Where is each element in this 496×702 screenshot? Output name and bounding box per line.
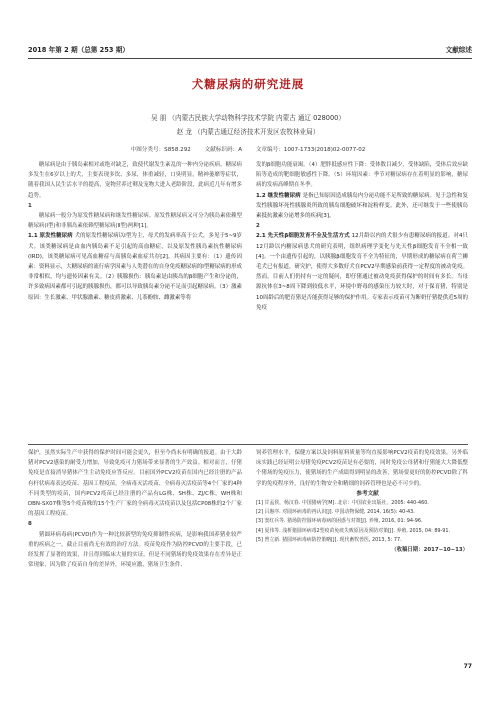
article-number: 文章编号：1007-1733(2018)02-0077-02 xyxy=(255,147,366,153)
references-heading: 参考文献 xyxy=(356,490,379,497)
header-rule xyxy=(28,58,472,59)
body-paragraph: 猪圆环病毒病(PCVD)作为一种比较新型的免疫抑制性疾病，是影响我国养猪业较严重的疾病之一，截止目前尚无有效的治疗方法。疫苗免疫作为防控PCVD的主要手段，已经发挥了显著的效果，并且得到临床大量的实证。但是不同猪场的免疫效果存在差异是正常现象，因为除了疫苗自身的差异外，环境应激、猪场卫生条件、 xyxy=(28,531,242,569)
reference-item: [5] 曾立新. 猪圆环病毒病防控策略[J]. 现代畜牧兽医, 2013, 5: 77. xyxy=(256,536,402,543)
section-heading: 1 xyxy=(28,202,32,209)
author-line-1: 吴 朋 （内蒙古民族大学动物科学技术学院 内蒙古 通辽 028000） xyxy=(151,114,345,122)
subsection-text: 12月龄以内的犬很少有患糖尿病的报道。对4只12月龄以内糖尿病患犬的研究表明，组织病理学变化与先天性β细胞发育不全相一致[4]。一个由遗传引起的，以胰腺β细胞发育不全为特征的，早期形成的糖尿病在荷兰狮毛犬已有报道，研究护，使得大多数好犬在PCV2早期感染前获得一定程度的被动免疫。然而，目前人们仍持有一定的疑问，即仔猪通过被动免疫获得保护的时间有多长。当母源抗体在3~8周下降到较低水平，环境中野毒的感染压力较大时，对于保育猪，特别是10周龄后的肥育猪是否能获得足够的保护作用。专家表示疫苗可为断奶仔猪提供近5周的免疫 xyxy=(256,233,468,311)
subsection-heading: 2.1 先天性β细胞发育不全及生活方式 xyxy=(256,233,352,240)
left-column-bottom xyxy=(28,448,242,658)
body-paragraph: 糖尿病是由于胰岛素相对或绝对缺乏，致使代谢发生紊乱的一种内分泌疾病。糖尿病多发生在6岁以上的犬，主要表现多饮、多尿，体重减轻，口臭明显，精神萎靡等症状，随着我国人民生活水平的提高，宠物营养过剩及宠物大进入老龄阶段，此病近几年有增多趋势。 xyxy=(28,162,242,199)
body-paragraph: 糖尿病一般分为原发性糖尿病和继发性糖尿病。原发性糖尿病又可分为胰岛素依赖型糖尿病(Ⅰ型)和非胰岛素依赖型糖尿病(Ⅱ型)两种[1]。 xyxy=(28,213,242,230)
page-number: 77 xyxy=(463,663,472,670)
section-divider xyxy=(28,444,468,445)
right-column-top xyxy=(256,160,468,440)
article-meta xyxy=(0,145,496,153)
body-paragraph: 保护，虽然实际生产中获得的保护时间可能会更久，但至今尚未有明确的报道。由于大龄猪对PCV2感染的耐受力增加，导致免疫可力猪场带来显著的生产效益。相对而言，仔猪免疫是直接消导猪体产生主动免疫应答反应。目前国外PCV2疫苗在国内已经注册的产品有杆状病毒表达疫苗、基因工程疫苗。全病毒灭活疫苗、全病毒灭活疫苗等4个厂家的4种不同类型的疫苗，国内PCV2疫苗已经注册的产品有LG株、SH株、ZJ/C株，WH株和DBN-SX07株等5个疫苗株的15个生产厂家的全病毒灭活疫苗以及包括CP08株的2个厂家的基因工程疫苗。 xyxy=(28,450,242,518)
clc-number: 中图分类号：S858.292 xyxy=(130,147,191,153)
subsection-heading: 1.1 原发性糖尿病 xyxy=(28,233,75,240)
author-line-2: 赵 龙 （内蒙古通辽经济技术开发区农牧林业局） xyxy=(176,128,320,136)
subsection-paragraph xyxy=(256,191,468,222)
body-paragraph: 发的β细胞功能衰竭。（4）肥胖抵感应性下降：受体数目减少，受体缺陷，受体后效应缺陷等造成的靶细胞敏感性下降。（5）环境因素：季节对糖尿病存在着明显的影响，糖尿病的发病高峰期在冬季。 xyxy=(256,162,468,189)
reference-item: [4] 夏伟等. 浅析猪圆环病毒2型疫苗免疫失败原因及预防对策[J]. 养殖, 2015, 04: 89-91. xyxy=(256,527,451,534)
reference-item: [3] 窦红兵等. 猪场防控圆环病毒病的困惑与对策[J]. 养殖, 2016, 01: 94-96. xyxy=(256,518,423,525)
document-code: 文献标识码：A xyxy=(204,147,243,153)
section-heading: 8 xyxy=(28,521,32,528)
subsection-heading: 1.2 继发性糖尿病 xyxy=(256,192,303,199)
subsection-paragraph xyxy=(28,231,242,302)
reference-item: [1] 甘孟侯，杨汉春. 中国猪病学[M]. 北京：中国农业出版社，2005: 440-460. xyxy=(256,500,429,507)
received-date: （收稿日期：2017−10−13） xyxy=(391,547,468,554)
issue-info: 2018 年第 2 期（总第 253 期） xyxy=(28,46,129,54)
right-column-bottom xyxy=(256,448,468,658)
section-heading: 2 xyxy=(256,223,260,230)
article-title: 犬糖尿病的研究进展 xyxy=(191,77,305,91)
journal-header xyxy=(28,42,472,56)
left-column-top xyxy=(28,160,242,440)
body-paragraph: 饲养管理水平，保健方案以及饲料原料质量等均直接影响PCV2疫苗的免疫效果。另外临床实践已经证明公母猪免疫PCV2疫苗是有必要的，同时免疫公母猪和仔猪能大大降低整个猪场的免疫压力，使猪场的生产成绩得到明显的改善，猪场要更好的防控PCVD除了科学的免疫程序外，良好的生物安全和精细的饲养管理也是必不可少的。 xyxy=(256,450,468,487)
subsection-text: 是指已知原因造成胰岛内分泌功能不足所致的糖尿病。见于急性和复发性胰腺坏死性胰腺炎所致的胰岛细胞破坏和淀粉样变。此外，还可继发于一些使胰岛素抵抗激素分泌增多的疾病[3]。 xyxy=(256,192,468,220)
subsection-text: 犬的原发性糖尿病以Ⅰ型为主，母犬的发病率高于公犬，多见于5~9岁犬。该类糖尿病是由血内胰岛素不足引起的高血糖症，以及原发性胰岛素抗性糖尿病(IRD)，该类糖尿病可见高血糖症与高胰岛素血症共存[2]。其病因主要有：（1）遗传因素：资料显示，大糖尿病的流行病学因素与人类潜在的自身免疫糖尿病的Ⅰ型糖尿病的形成非常相似，均与遗传因素有关。（2）胰腺损伤：胰岛素是由胰岛的β细胞产生和分泌的，许多致病因素都可引起的胰腺损伤，都可以导致胰岛素分泌不足而引起糖尿病。（3）激素原因：生长激素、甲状腺激素、糖皮质激素、儿茶酚胺、雌激素等将 xyxy=(28,233,242,301)
section-label: 文献综述 xyxy=(445,46,472,54)
subsection-paragraph xyxy=(256,231,468,313)
reference-item: [2] 吕惠序. 对圆环病毒的再认识[J]. 中国动物保健, 2014, 16(5): 40-43. xyxy=(256,509,415,516)
